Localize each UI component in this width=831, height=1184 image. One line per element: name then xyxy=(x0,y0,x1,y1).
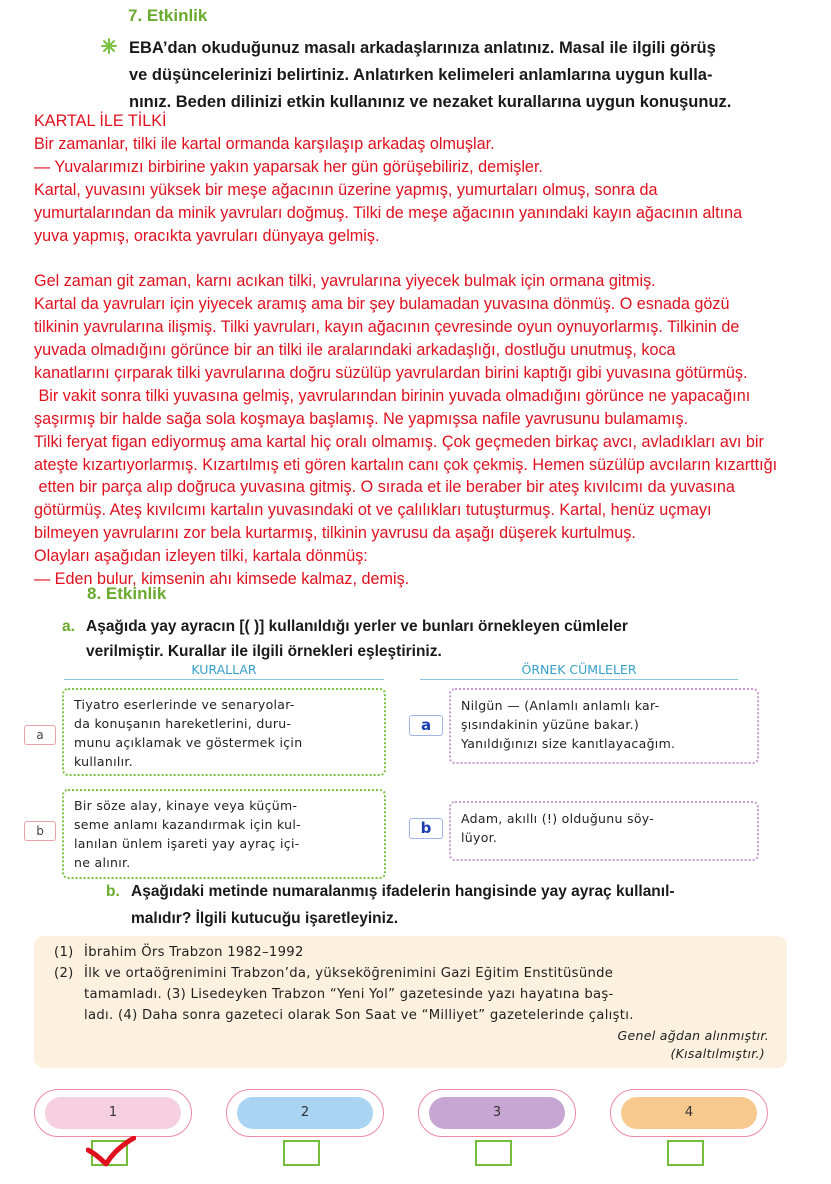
option-1-label: 1 xyxy=(45,1097,181,1129)
story-line: yuva yapmış, oracıkta yavruları dünyaya gelmiş. xyxy=(34,226,380,245)
line-text: ladı. (4) Daha sonra gazeteci olarak Son Saat ve “Milliyet” gazetelerinde çalıştı. xyxy=(84,1008,634,1023)
example-line: Nilgün — (Anlamlı anlamlı kar- xyxy=(461,698,660,713)
story-line: Bir vakit sonra tilki yuvasına gelmiş, yavrularından birinin yuvada olmadığını görünce ne yapacağını xyxy=(34,386,751,405)
red-checkmark-icon xyxy=(86,1136,136,1170)
part-b-letter: b. xyxy=(106,883,120,900)
biography-textbox xyxy=(34,936,787,1068)
option-3[interactable] xyxy=(418,1089,576,1137)
story-body xyxy=(34,133,829,591)
story-line: şaşırmış bir halde sağa sola koşmaya başlamış. Ne yapmışsa nafile yavrusunu bulamamış. xyxy=(34,409,689,428)
rule-tag-b: b xyxy=(24,821,56,841)
story-line: Kartal, yuvasını yüksek bir meşe ağacının üzerine yapmış, yumurtaları olmuş, sonra da xyxy=(34,180,658,199)
option-2[interactable] xyxy=(226,1089,384,1137)
example-tag-b: b xyxy=(409,818,443,839)
checkbox-option-4[interactable] xyxy=(667,1140,704,1166)
instruction-line: ve düşüncelerinizi belirtiniz. Anlatırken kelimeleri anlamlarına uygun kulla- xyxy=(129,66,713,84)
text-line xyxy=(54,984,774,1005)
line-number: (1) xyxy=(54,945,74,960)
story-line: — Yuvalarımızı birbirine yakın yaparsak her gün görüşebiliriz, demişler. xyxy=(34,157,543,176)
option-1[interactable] xyxy=(34,1089,192,1137)
rule-line: Tiyatro eserlerinde ve senaryolar- xyxy=(74,697,295,712)
story xyxy=(34,110,829,591)
story-line: Gel zaman git zaman, karnı acıkan tilki, yavrularına yiyecek bulmak için ormana gitmiş. xyxy=(34,272,656,291)
example-line: Adam, akıllı (!) olduğunu söy- xyxy=(461,811,655,826)
rule-line: kullanılır. xyxy=(74,754,133,769)
rules-header: KURALLAR xyxy=(64,662,384,680)
rule-line: seme anlamı kazandırmak için kul- xyxy=(74,817,301,832)
story-line: etten bir parça alıp doğruca yuvasına gitmiş. O sırada et ile beraber bir ateş kıvılcımı da yuvasına xyxy=(34,478,735,497)
story-line: bilmeyen yavrularını zor bela kurtarmış, tilkinin yavrusu da aşağı düşerek kurtulmuş. xyxy=(34,524,636,543)
rule-line: lanılan ünlem işareti yay ayraç içi- xyxy=(74,836,300,851)
example-line: lüyor. xyxy=(461,830,498,845)
story-line: tilkinin yavrularına ilişmiş. Tilki yavruları, kayın ağacının çevresinde oyun oynuyorlarmış. Tilkinin de xyxy=(34,318,740,337)
sparkle-icon xyxy=(101,38,117,54)
abridged-note: (Kısaltılmıştır.) xyxy=(670,1046,765,1061)
example-line: Yanıldığınızı size kanıtlayacağım. xyxy=(461,736,676,751)
example-box-b xyxy=(449,801,759,861)
story-line: Bir zamanlar, tilki ile kartal ormanda karşılaşıp arkadaş olmuşlar. xyxy=(34,134,495,153)
example-box-a xyxy=(449,688,759,764)
rule-box-b xyxy=(62,789,386,879)
part-b-instruction xyxy=(131,878,821,932)
text-line xyxy=(54,963,774,984)
instruction-line: EBA’dan okuduğunuz masalı arkadaşlarınıza anlatınız. Masal ile ilgili görüş xyxy=(129,39,716,57)
story-line: Olayları aşağıdan izleyen tilki, kartala dönmüş: xyxy=(34,547,368,566)
activity-7-title: 7. Etkinlik xyxy=(128,6,208,25)
line-text: İbrahim Örs Trabzon 1982–1992 xyxy=(84,945,304,960)
instruction-line: verilmiştir. Kurallar ile ilgili örnekleri eşleştiriniz. xyxy=(86,643,442,660)
checkbox-option-3[interactable] xyxy=(475,1140,512,1166)
rule-line: munu açıklamak ve göstermek için xyxy=(74,735,303,750)
instruction-line: Aşağıda yay ayracın [( )] kullanıldığı yerler ve bunları örnekleyen cümleler xyxy=(86,618,628,635)
line-text: tamamladı. (3) Lisedeyken Trabzon “Yeni Yol” gazetesinde yazı hayatına baş- xyxy=(84,987,614,1002)
instruction-line: nınız. Beden dilinizi etkin kullanınız ve nezaket kurallarına uygun konuşunuz. xyxy=(129,93,732,111)
example-tag-a: a xyxy=(409,715,443,736)
example-line: şısındakinin yüzüne bakar.) xyxy=(461,717,640,732)
story-line: Kartal da yavruları için yiyecek aramış ama bir şey bulamadan yuvasına dönmüş. O esnada gözü xyxy=(34,295,730,314)
source-note: Genel ağdan alınmıştır. xyxy=(617,1028,769,1043)
rule-tag-a: a xyxy=(24,725,56,745)
option-4[interactable] xyxy=(610,1089,768,1137)
option-2-label: 2 xyxy=(237,1097,373,1129)
story-line: ateşte kızartıyorlarmış. Kızartılmış eti gören kartalın canı çok çekmiş. Hemen süzülüp avcıların kızarttığı xyxy=(34,455,778,474)
story-line xyxy=(34,247,829,270)
story-line: — Eden bulur, kimsenin ahı kimsede kalmaz, demiş. xyxy=(34,570,410,589)
option-4-label: 4 xyxy=(621,1097,757,1129)
activity-8-title: 8. Etkinlik xyxy=(87,584,167,603)
part-a-letter: a. xyxy=(62,618,75,635)
activity-7-instruction xyxy=(129,35,829,116)
checkbox-option-2[interactable] xyxy=(283,1140,320,1166)
story-line: Tilki feryat figan ediyormuş ama kartal hiç oralı olmamış. Çok geçmeden birkaç avcı, avladıkları avı bir xyxy=(34,432,764,451)
line-text: İlk ve ortaöğrenimini Trabzon’da, yükseköğrenimini Gazi Eğitim Enstitüsünde xyxy=(84,966,614,981)
rule-line: ne alınır. xyxy=(74,855,131,870)
line-number: (2) xyxy=(54,966,74,981)
rule-line: Bir söze alay, kinaye veya küçüm- xyxy=(74,798,298,813)
story-line: yuvada olmadığını görünce bir an tilki ile aralarındaki arkadaşlığı, dostluğu unutmuş, koca xyxy=(34,341,676,360)
examples-header: ÖRNEK CÜMLELER xyxy=(420,662,738,680)
instruction-line: Aşağıdaki metinde numaralanmış ifadelerin hangisinde yay ayraç kullanıl- xyxy=(131,883,675,900)
rule-box-a xyxy=(62,688,386,776)
part-a-instruction xyxy=(86,614,806,664)
instruction-line: malıdır? İlgili kutucuğu işaretleyiniz. xyxy=(131,910,398,927)
rule-line: da konuşanın hareketlerini, duru- xyxy=(74,716,292,731)
story-line: yumurtalarından da minik yavruları doğmuş. Tilki de meşe ağacının yanındaki kayın ağacının altına xyxy=(34,203,743,222)
text-line xyxy=(54,942,774,963)
story-line: kanatlarını çırparak tilki yavrularına doğru süzülüp yavrulardan birini kaptığı gibi yuvasına götürmüş. xyxy=(34,363,748,382)
option-3-label: 3 xyxy=(429,1097,565,1129)
story-title: KARTAL İLE TİLKİ xyxy=(34,112,167,130)
story-line: götürmüş. Ateş kıvılcımı kartalın yuvasındaki ot ve çalılıkları tutuşturmuş. Kartal, henüz uçmayı xyxy=(34,501,712,520)
text-line xyxy=(54,1005,774,1026)
